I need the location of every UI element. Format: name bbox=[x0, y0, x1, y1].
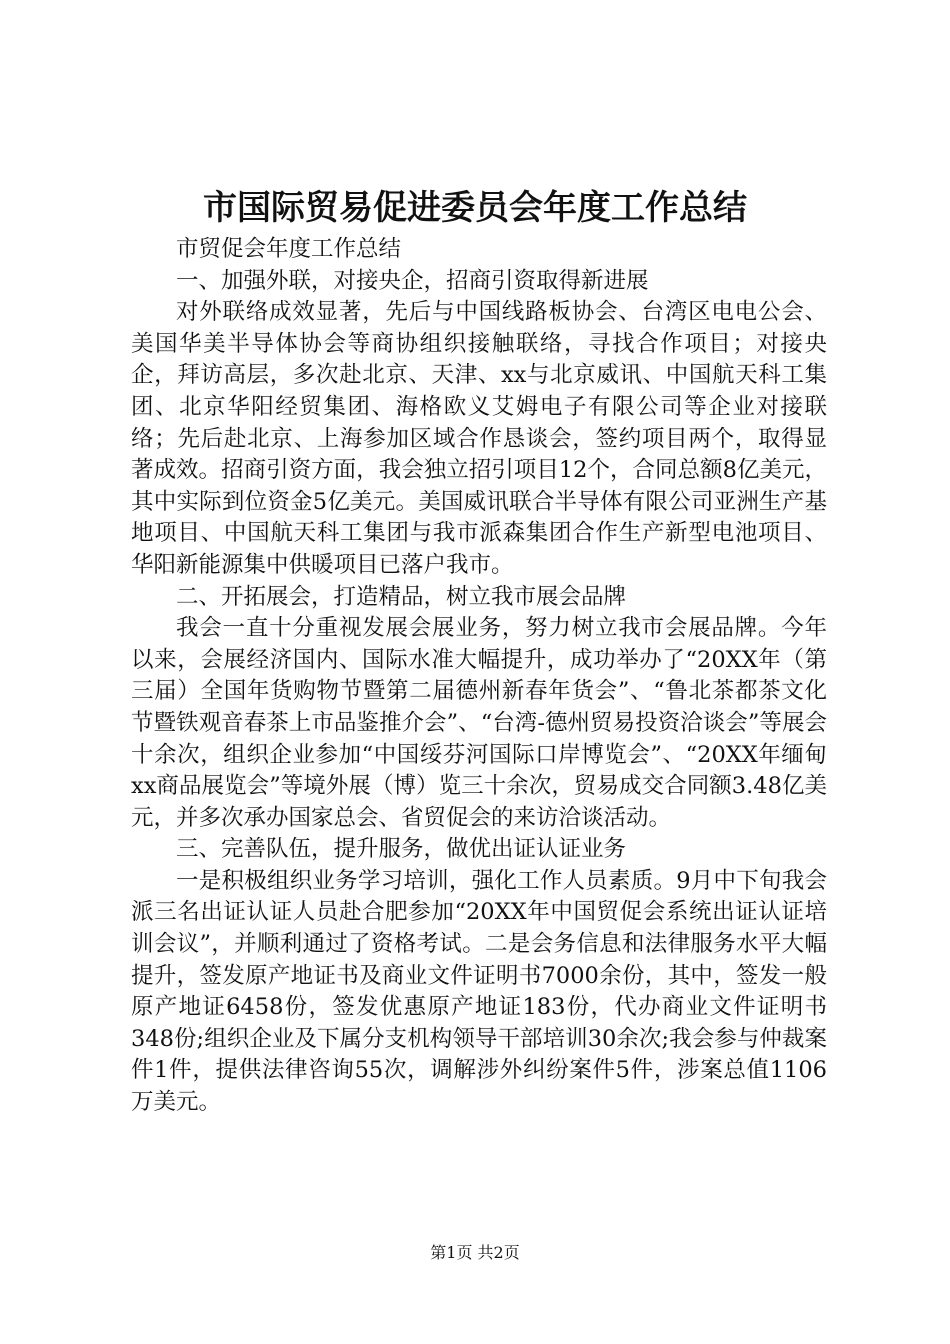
section-heading-2: 二、开拓展会，打造精品，树立我市展会品牌 bbox=[176, 583, 627, 610]
paragraph-3: 一是积极组织业务学习培训，强化工作人员素质。9月中下旬我会派三名出证认证人员赴合肥参加“20XX年中国贸促会系统出证认证培训会议”，并顺利通过了资格考试。二是会务信息和法律服务水平大幅提升，签发原产地证书及商业文件证明书7000余份，其中，签发一般原产地证6458份，签发优惠原产地证183份，代办商业文件证明书348份;组织企业及下属分支机构领导干部培训30余次;我会参与仲裁案件1件，提供法律咨询55次，调解涉外纠纷案件5件，涉案总值1106万美元。 bbox=[131, 867, 827, 1116]
paragraph-2: 我会一直十分重视发展会展业务，努力树立我市会展品牌。今年以来，会展经济国内、国际水准大幅提升，成功举办了“20XX年（第三届）全国年货购物节暨第二届德州新春年货会”、“鲁北茶都茶文化节暨铁观音春茶上市品鉴推介会”、“台湾-德州贸易投资洽谈会”等展会十余次，组织企业参加“中国绥芬河国际口岸博览会”、“20XX年缅甸xx商品展览会”等境外展（博）览三十余次，贸易成交合同额3.48亿美元，并多次承办国家总会、省贸促会的来访洽谈活动。 bbox=[131, 615, 827, 831]
document-title: 市国际贸易促进委员会年度工作总结 bbox=[203, 188, 747, 228]
section-heading-3: 三、完善队伍，提升服务，做优出证认证业务 bbox=[176, 836, 627, 863]
document-body bbox=[131, 234, 827, 1119]
paragraph-subtitle: 市贸促会年度工作总结 bbox=[176, 236, 402, 262]
section-heading-1: 一、加强外联，对接央企，招商引资取得新进展 bbox=[176, 267, 649, 294]
paragraph-1: 对外联络成效显著，先后与中国线路板协会、台湾区电电公会、美国华美半导体协会等商协组织接触联络，寻找合作项目；对接央企，拜访高层，多次赴北京、天津、xx与北京威讯、中国航天科工集团、北京华阳经贸集团、海格欧义艾姆电子有限公司等企业对接联络；先后赴北京、上海参加区域合作恳谈会，签约项目两个，取得显著成效。招商引资方面，我会独立招引项目12个，合同总额8亿美元，其中实际到位资金5亿美元。美国威讯联合半导体有限公司亚洲生产基地项目、中国航天科工集团与我市派森集团合作生产新型电池项目、华阳新能源集中供暖项目已落户我市。 bbox=[131, 299, 827, 578]
page-footer: 第1页 共2页 bbox=[430, 1243, 520, 1262]
